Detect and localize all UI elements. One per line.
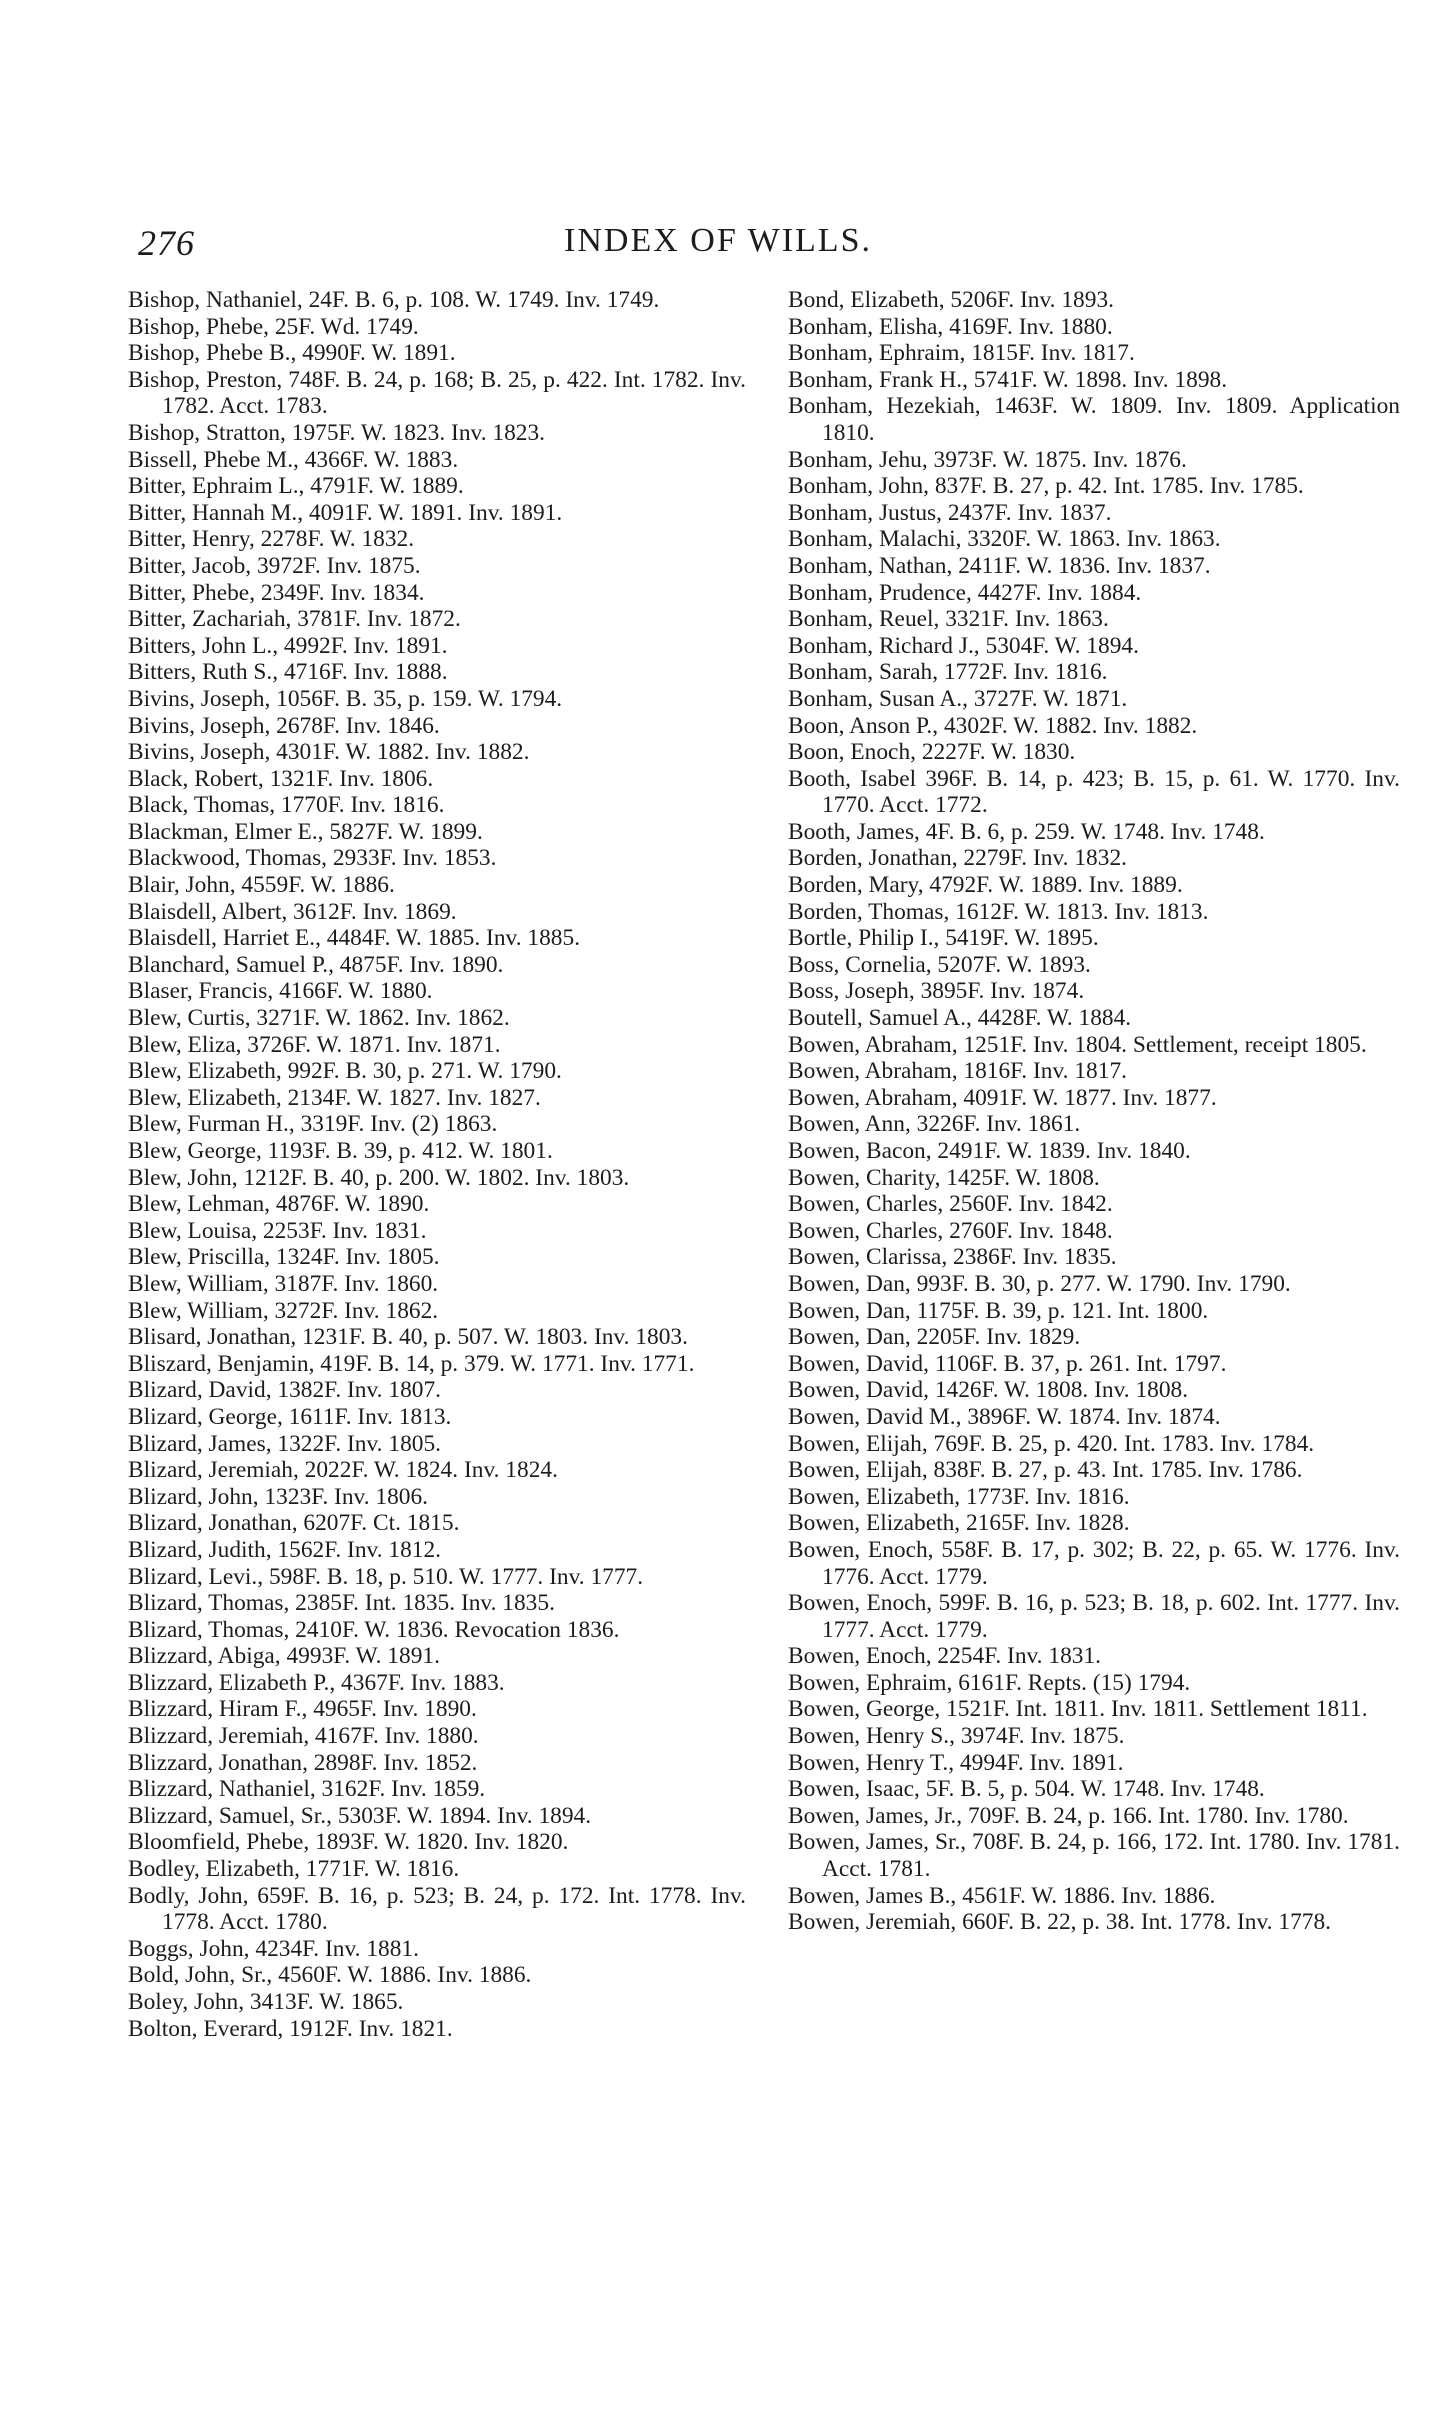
index-entry: Bowen, James, Jr., 709F. B. 24, p. 166. Int. 1780. Inv. 1780. — [788, 1802, 1349, 1829]
index-entry: Blizard, David, 1382F. Inv. 1807. — [128, 1377, 441, 1404]
index-entry: Blizzard, Jeremiah, 4167F. Inv. 1880. — [128, 1723, 479, 1750]
index-entry: Blew, John, 1212F. B. 40, p. 200. W. 1802. Inv. 1803. — [128, 1164, 630, 1191]
index-entry: Bonham, Nathan, 2411F. W. 1836. Inv. 1837. — [788, 552, 1211, 579]
index-entry: Bodley, Elizabeth, 1771F. W. 1816. — [128, 1856, 460, 1883]
index-entry: Bloomfield, Phebe, 1893F. W. 1820. Inv. 1820. — [128, 1829, 569, 1856]
index-entry: Bonham, Frank H., 5741F. W. 1898. Inv. 1898. — [788, 366, 1228, 393]
index-entry: Booth, Isabel 396F. B. 14, p. 423; B. 15, p. 61. W. 1770. Inv. 1770. Acct. 1772. — [788, 765, 1400, 819]
index-entry: Bolton, Everard, 1912F. Inv. 1821. — [128, 2015, 453, 2042]
index-entry: Bowen, Abraham, 1816F. Inv. 1817. — [788, 1058, 1127, 1085]
index-entry: Bowen, Abraham, 1251F. Inv. 1804. Settlement, receipt 1805. — [788, 1031, 1367, 1058]
index-entry: Blizzard, Samuel, Sr., 5303F. W. 1894. Inv. 1894. — [128, 1802, 592, 1829]
index-entry: Bowen, Enoch, 558F. B. 17, p. 302; B. 22, p. 65. W. 1776. Inv. 1776. Acct. 1779. — [788, 1536, 1400, 1590]
index-entry: Blizard, Judith, 1562F. Inv. 1812. — [128, 1536, 442, 1563]
index-entry: Blew, Eliza, 3726F. W. 1871. Inv. 1871. — [128, 1031, 501, 1058]
index-entry: Bowen, Elizabeth, 1773F. Inv. 1816. — [788, 1483, 1130, 1510]
index-entry: Bitter, Phebe, 2349F. Inv. 1834. — [128, 579, 425, 606]
index-entry: Blizard, George, 1611F. Inv. 1813. — [128, 1403, 452, 1430]
index-entry: Boon, Anson P., 4302F. W. 1882. Inv. 1882. — [788, 712, 1198, 739]
index-entry: Blaisdell, Harriet E., 4484F. W. 1885. Inv. 1885. — [128, 925, 581, 952]
index-entry: Blizard, John, 1323F. Inv. 1806. — [128, 1483, 429, 1510]
index-entry: Blew, Elizabeth, 2134F. W. 1827. Inv. 1827. — [128, 1084, 541, 1111]
index-entry: Bishop, Phebe, 25F. Wd. 1749. — [128, 313, 419, 340]
index-entry: Bond, Elizabeth, 5206F. Inv. 1893. — [788, 287, 1114, 313]
index-entry: Boon, Enoch, 2227F. W. 1830. — [788, 739, 1076, 766]
index-entry: Bissell, Phebe M., 4366F. W. 1883. — [128, 446, 459, 473]
index-entry: Bonham, Justus, 2437F. Inv. 1837. — [788, 499, 1112, 526]
index-entry: Bowen, Charity, 1425F. W. 1808. — [788, 1164, 1100, 1191]
index-entry: Borden, Jonathan, 2279F. Inv. 1832. — [788, 845, 1127, 872]
index-entry: Bliszard, Benjamin, 419F. B. 14, p. 379. W. 1771. Inv. 1771. — [128, 1350, 695, 1377]
index-entry: Blew, Louisa, 2253F. Inv. 1831. — [128, 1217, 427, 1244]
page-title: INDEX OF WILLS. — [564, 222, 872, 259]
index-entry: Bonham, Elisha, 4169F. Inv. 1880. — [788, 313, 1113, 340]
index-entry: Bowen, Dan, 993F. B. 30, p. 277. W. 1790. Inv. 1790. — [788, 1270, 1291, 1297]
index-entry: Boss, Joseph, 3895F. Inv. 1874. — [788, 978, 1085, 1005]
index-entry: Bowen, Isaac, 5F. B. 5, p. 504. W. 1748. Inv. 1748. — [788, 1776, 1265, 1803]
index-entry: Bowen, Ephraim, 6161F. Repts. (15) 1794. — [788, 1669, 1191, 1696]
index-entry: Bonham, Jehu, 3973F. W. 1875. Inv. 1876. — [788, 446, 1187, 473]
index-entry: Blizard, Thomas, 2385F. Int. 1835. Inv. 1835. — [128, 1590, 555, 1617]
index-entry: Bowen, Ann, 3226F. Inv. 1861. — [788, 1111, 1081, 1138]
index-entry: Blair, John, 4559F. W. 1886. — [128, 872, 395, 899]
index-entry: Bonham, Hezekiah, 1463F. W. 1809. Inv. 1809. Application 1810. — [788, 393, 1400, 446]
index-entry: Blizard, Levi., 598F. B. 18, p. 510. W. 1777. Inv. 1777. — [128, 1563, 644, 1590]
index-entry: Bowen, Abraham, 4091F. W. 1877. Inv. 1877. — [788, 1084, 1217, 1111]
index-entry: Blizzard, Nathaniel, 3162F. Inv. 1859. — [128, 1776, 486, 1803]
index-entry: Bitter, Zachariah, 3781F. Inv. 1872. — [128, 606, 461, 633]
index-entry: Bortle, Philip I., 5419F. W. 1895. — [788, 925, 1099, 952]
index-entry: Bitter, Henry, 2278F. W. 1832. — [128, 526, 415, 553]
index-entry: Bowen, James, Sr., 708F. B. 24, p. 166, 172. Int. 1780. Inv. 1781. Acct. 1781. — [788, 1829, 1400, 1883]
index-entry: Bowen, Charles, 2760F. Inv. 1848. — [788, 1217, 1113, 1244]
index-entry: Blackwood, Thomas, 2933F. Inv. 1853. — [128, 845, 497, 872]
index-entry: Bowen, Henry S., 3974F. Inv. 1875. — [788, 1723, 1125, 1750]
index-entry: Blaser, Francis, 4166F. W. 1880. — [128, 978, 433, 1005]
index-entry: Blew, Elizabeth, 992F. B. 30, p. 271. W. 1790. — [128, 1058, 562, 1085]
index-entry: Blisard, Jonathan, 1231F. B. 40, p. 507. W. 1803. Inv. 1803. — [128, 1324, 688, 1351]
index-entry: Boss, Cornelia, 5207F. W. 1893. — [788, 951, 1091, 978]
index-entry: Bonham, Ephraim, 1815F. Inv. 1817. — [788, 340, 1135, 367]
index-entry: Bowen, Elizabeth, 2165F. Inv. 1828. — [788, 1510, 1130, 1537]
right-column — [788, 287, 1400, 1936]
index-entry: Bivins, Joseph, 4301F. W. 1882. Inv. 1882. — [128, 739, 530, 766]
index-entry: Blew, Furman H., 3319F. Inv. (2) 1863. — [128, 1111, 498, 1138]
index-entry: Bowen, David, 1106F. B. 37, p. 261. Int. 1797. — [788, 1350, 1227, 1377]
index-entry: Bowen, David M., 3896F. W. 1874. Inv. 1874. — [788, 1403, 1221, 1430]
index-entry: Bonham, Susan A., 3727F. W. 1871. — [788, 685, 1128, 712]
index-entry: Bonham, Sarah, 1772F. Inv. 1816. — [788, 659, 1108, 686]
index-entry: Bowen, Enoch, 599F. B. 16, p. 523; B. 18, p. 602. Int. 1777. Inv. 1777. Acct. 1779. — [788, 1590, 1400, 1643]
index-entry: Borden, Mary, 4792F. W. 1889. Inv. 1889. — [788, 872, 1183, 899]
index-entry: Bonham, Prudence, 4427F. Inv. 1884. — [788, 579, 1142, 606]
index-entry: Bowen, David, 1426F. W. 1808. Inv. 1808. — [788, 1377, 1189, 1404]
index-entry: Black, Thomas, 1770F. Inv. 1816. — [128, 792, 445, 819]
index-entry: Blew, William, 3187F. Inv. 1860. — [128, 1270, 439, 1297]
index-entry: Booth, James, 4F. B. 6, p. 259. W. 1748. Inv. 1748. — [788, 818, 1265, 845]
index-entry: Bowen, James B., 4561F. W. 1886. Inv. 1886. — [788, 1882, 1216, 1909]
index-entry: Blizard, James, 1322F. Inv. 1805. — [128, 1430, 441, 1457]
index-entry: Bonham, John, 837F. B. 27, p. 42. Int. 1785. Inv. 1785. — [788, 473, 1304, 500]
index-entry: Bivins, Joseph, 2678F. Inv. 1846. — [128, 712, 440, 739]
index-entry: Bitter, Jacob, 3972F. Inv. 1875. — [128, 552, 421, 579]
index-entry: Bowen, Charles, 2560F. Inv. 1842. — [788, 1191, 1113, 1218]
index-entry: Bivins, Joseph, 1056F. B. 35, p. 159. W. 1794. — [128, 685, 563, 712]
index-entry: Bonham, Richard J., 5304F. W. 1894. — [788, 632, 1139, 659]
index-entry: Blew, William, 3272F. Inv. 1862. — [128, 1297, 439, 1324]
index-entry: Bonham, Malachi, 3320F. W. 1863. Inv. 1863. — [788, 526, 1221, 553]
index-entry: Bowen, Dan, 2205F. Inv. 1829. — [788, 1324, 1081, 1351]
page-number: 276 — [138, 223, 195, 263]
index-entry: Boley, John, 3413F. W. 1865. — [128, 1989, 404, 2015]
index-entry: Bowen, Clarissa, 2386F. Inv. 1835. — [788, 1244, 1117, 1271]
index-entry: Blew, Priscilla, 1324F. Inv. 1805. — [128, 1244, 440, 1271]
index-entry: Borden, Thomas, 1612F. W. 1813. Inv. 1813. — [788, 898, 1209, 925]
index-entry: Bowen, Bacon, 2491F. W. 1839. Inv. 1840. — [788, 1138, 1191, 1164]
left-column — [128, 287, 746, 2042]
index-entry: Blaisdell, Albert, 3612F. Inv. 1869. — [128, 898, 457, 925]
index-entry: Blew, Curtis, 3271F. W. 1862. Inv. 1862. — [128, 1005, 510, 1032]
index-entry: Blizard, Jeremiah, 2022F. W. 1824. Inv. 1824. — [128, 1457, 558, 1484]
index-entry: Blackman, Elmer E., 5827F. W. 1899. — [128, 818, 483, 845]
index-entry: Bishop, Nathaniel, 24F. B. 6, p. 108. W. 1749. Inv. 1749. — [128, 287, 660, 313]
index-entry: Boggs, John, 4234F. Inv. 1881. — [128, 1935, 419, 1962]
index-entry: Bitter, Hannah M., 4091F. W. 1891. Inv. 1891. — [128, 499, 563, 526]
index-entry: Bitter, Ephraim L., 4791F. W. 1889. — [128, 473, 464, 500]
index-entry: Bishop, Preston, 748F. B. 24, p. 168; B. 25, p. 422. Int. 1782. Inv. 1782. Acct. 1783. — [128, 366, 746, 420]
index-entry: Bitters, Ruth S., 4716F. Inv. 1888. — [128, 659, 448, 686]
index-entry: Bodly, John, 659F. B. 16, p. 523; B. 24, p. 172. Int. 1778. Inv. 1778. Acct. 1780. — [128, 1882, 746, 1936]
index-entry: Blizzard, Jonathan, 2898F. Inv. 1852. — [128, 1749, 478, 1776]
index-entry: Blizzard, Hiram F., 4965F. Inv. 1890. — [128, 1696, 477, 1723]
index-entry: Blizard, Jonathan, 6207F. Ct. 1815. — [128, 1510, 460, 1537]
index-entry: Blew, George, 1193F. B. 39, p. 412. W. 1801. — [128, 1138, 553, 1164]
index-entry: Bowen, Henry T., 4994F. Inv. 1891. — [788, 1749, 1124, 1776]
index-entry: Bowen, Elijah, 769F. B. 25, p. 420. Int. 1783. Inv. 1784. — [788, 1430, 1315, 1457]
index-entry: Bowen, George, 1521F. Int. 1811. Inv. 1811. Settlement 1811. — [788, 1696, 1368, 1723]
index-entry: Bowen, Elijah, 838F. B. 27, p. 43. Int. 1785. Inv. 1786. — [788, 1457, 1303, 1484]
index-entry: Bishop, Stratton, 1975F. W. 1823. Inv. 1823. — [128, 419, 546, 446]
index-entry: Bishop, Phebe B., 4990F. W. 1891. — [128, 340, 456, 367]
index-entry: Bowen, Jeremiah, 660F. B. 22, p. 38. Int. 1778. Inv. 1778. — [788, 1909, 1331, 1936]
index-entry: Blizzard, Abiga, 4993F. W. 1891. — [128, 1643, 440, 1670]
index-entry: Bold, John, Sr., 4560F. W. 1886. Inv. 1886. — [128, 1962, 532, 1989]
index-entry: Bowen, Dan, 1175F. B. 39, p. 121. Int. 1800. — [788, 1297, 1209, 1324]
index-entry: Boutell, Samuel A., 4428F. W. 1884. — [788, 1005, 1132, 1032]
index-entry: Blizard, Thomas, 2410F. W. 1836. Revocation 1836. — [128, 1616, 620, 1643]
index-entry: Blanchard, Samuel P., 4875F. Inv. 1890. — [128, 951, 504, 978]
index-entry: Blizzard, Elizabeth P., 4367F. Inv. 1883. — [128, 1669, 505, 1696]
index-entry: Blew, Lehman, 4876F. W. 1890. — [128, 1191, 430, 1218]
index-entry: Bowen, Enoch, 2254F. Inv. 1831. — [788, 1643, 1102, 1670]
index-entry: Black, Robert, 1321F. Inv. 1806. — [128, 765, 434, 792]
index-entry: Bitters, John L., 4992F. Inv. 1891. — [128, 632, 448, 659]
index-entry: Bonham, Reuel, 3321F. Inv. 1863. — [788, 606, 1109, 633]
